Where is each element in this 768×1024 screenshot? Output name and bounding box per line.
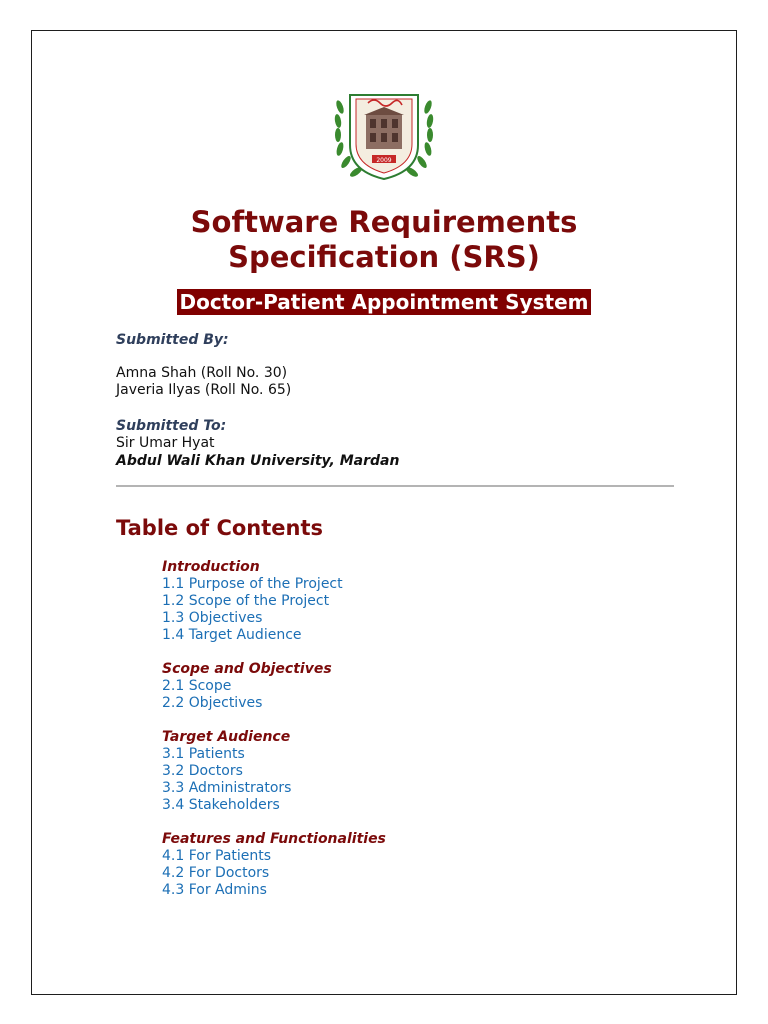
toc-section-heading: Introduction	[162, 559, 260, 575]
document-page	[31, 30, 737, 995]
toc-link[interactable]: 3.3 Administrators	[162, 780, 292, 796]
member-1: Amna Shah (Roll No. 30)	[116, 365, 288, 381]
toc-section	[162, 559, 386, 644]
supervisor-name: Sir Umar Hyat	[116, 435, 215, 451]
toc-link[interactable]: 1.4 Target Audience	[162, 627, 302, 643]
toc-link[interactable]: 3.1 Patients	[162, 746, 245, 762]
toc-link[interactable]: 2.2 Objectives	[162, 695, 263, 711]
toc-link[interactable]: 4.3 For Admins	[162, 882, 267, 898]
member-list	[116, 365, 291, 399]
toc-link[interactable]: 1.2 Scope of the Project	[162, 593, 330, 609]
toc-link[interactable]: 4.1 For Patients	[162, 848, 272, 864]
document-title	[32, 205, 736, 275]
toc-section	[162, 661, 386, 712]
project-subtitle: Doctor-Patient Appointment System	[179, 290, 589, 314]
submitted-by-section	[116, 331, 229, 349]
toc-section-heading: Scope and Objectives	[162, 661, 332, 677]
toc-link[interactable]: 1.1 Purpose of the Project	[162, 576, 343, 592]
title-line-1: Software Requirements	[190, 205, 578, 239]
toc-section-heading: Features and Functionalities	[162, 831, 386, 847]
toc-section	[162, 729, 386, 814]
toc-title: Table of Contents	[116, 516, 324, 540]
toc-link[interactable]: 2.1 Scope	[162, 678, 232, 694]
title-line-2: Specification (SRS)	[228, 240, 540, 274]
member-2: Javeria Ilyas (Roll No. 65)	[116, 382, 292, 398]
toc-section	[162, 831, 386, 899]
table-of-contents	[162, 559, 386, 916]
toc-link[interactable]: 1.3 Objectives	[162, 610, 263, 626]
submitted-by-label: Submitted By:	[116, 332, 229, 348]
divider	[116, 485, 674, 487]
submitted-to-label: Submitted To:	[116, 418, 227, 434]
toc-link[interactable]: 3.4 Stakeholders	[162, 797, 280, 813]
submitted-to-section	[116, 417, 399, 470]
university-logo	[332, 87, 436, 183]
institution-name: Abdul Wali Khan University, Mardan	[116, 453, 400, 469]
toc-section-heading: Target Audience	[162, 729, 291, 745]
svg-text:2009: 2009	[376, 157, 392, 164]
toc-link[interactable]: 3.2 Doctors	[162, 763, 243, 779]
toc-link[interactable]: 4.2 For Doctors	[162, 865, 270, 881]
